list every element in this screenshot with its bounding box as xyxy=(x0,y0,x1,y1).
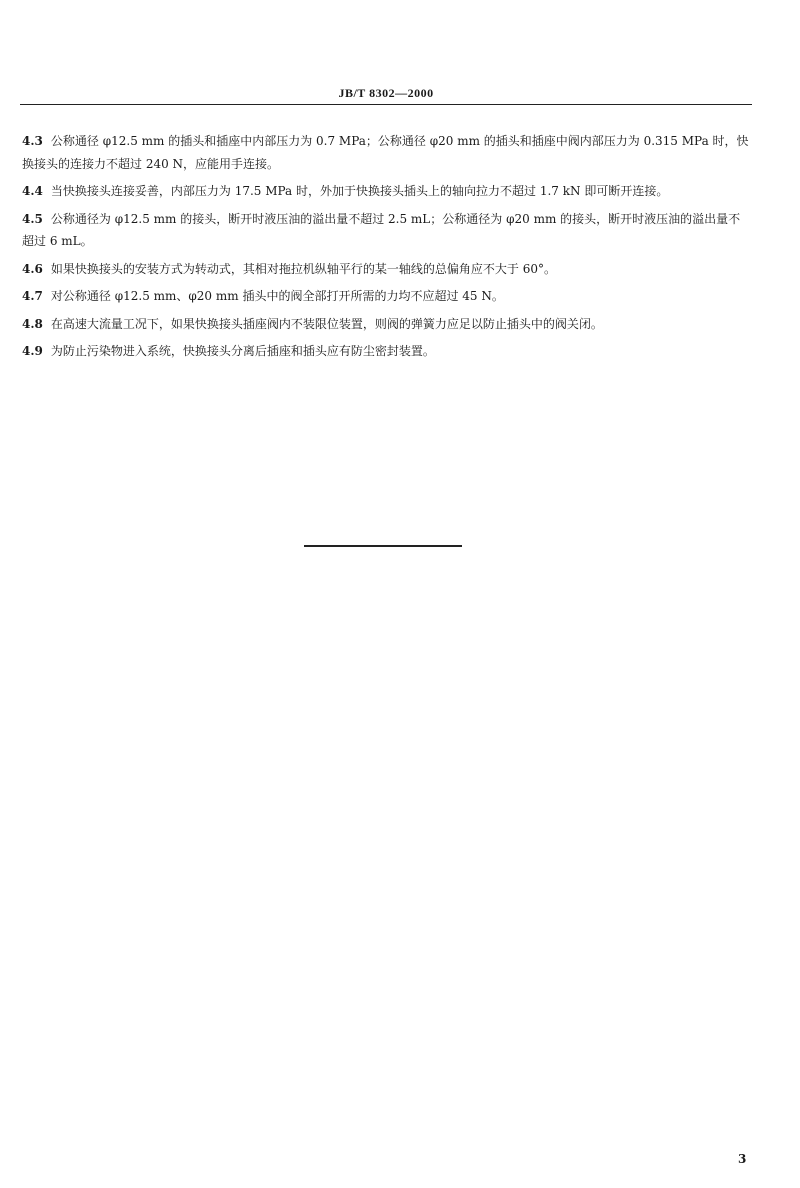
clause-number: 4.5 xyxy=(22,211,43,226)
clause-text: 公称通径为 φ12.5 mm 的接头，断开时液压油的溢出量不超过 2.5 mL；公称通径为 φ20 mm 的接头，断开时液压油的溢出量不超过 6 mL。 xyxy=(22,211,741,248)
clause-text: 当快换接头连接妥善，内部压力为 17.5 MPa 时，外加于快换接头插头上的轴向拉力不超过 1.7 kN 即可断开连接。 xyxy=(50,184,669,198)
clause-text: 为防止污染物进入系统，快换接头分离后插座和插头应有防尘密封装置。 xyxy=(50,344,435,358)
clause-number: 4.4 xyxy=(22,184,43,198)
clause-4-7 xyxy=(22,285,750,308)
clause-4-3 xyxy=(22,130,750,175)
clause-text: 公称通径 φ12.5 mm 的插头和插座中内部压力为 0.7 MPa；公称通径 φ20 mm 的插头和插座中阀内部压力为 0.315 MPa 时，快换接头的连接力不超过 240 N，应能用手连接。 xyxy=(22,134,749,171)
clause-number: 4.8 xyxy=(22,316,43,331)
clause-text: 对公称通径 φ12.5 mm、φ20 mm 插头中的阀全部打开所需的力均不应超过 45 N。 xyxy=(50,289,504,303)
clauses-section xyxy=(22,130,750,368)
header-rule xyxy=(20,104,752,105)
clause-number: 4.6 xyxy=(22,261,43,276)
clause-text: 如果快换接头的安装方式为转动式，其相对拖拉机纵轴平行的某一轴线的总偏角应不大于 60°。 xyxy=(50,261,556,276)
clause-number: 4.9 xyxy=(22,344,43,358)
end-of-document-rule xyxy=(304,545,462,547)
clause-4-9 xyxy=(22,340,750,363)
clause-4-4 xyxy=(22,180,750,203)
clause-number: 4.3 xyxy=(22,134,43,148)
clause-4-5 xyxy=(22,208,750,253)
page-number: 3 xyxy=(738,1152,747,1166)
clause-text: 在高速大流量工况下，如果快换接头插座阀内不装限位装置，则阀的弹簧力应足以防止插头中的阀关闭。 xyxy=(50,316,603,331)
clause-4-6 xyxy=(22,258,750,281)
clause-number: 4.7 xyxy=(22,289,43,303)
document-header-code: JB/T 8302—2000 xyxy=(338,86,434,100)
clause-4-8 xyxy=(22,313,750,336)
